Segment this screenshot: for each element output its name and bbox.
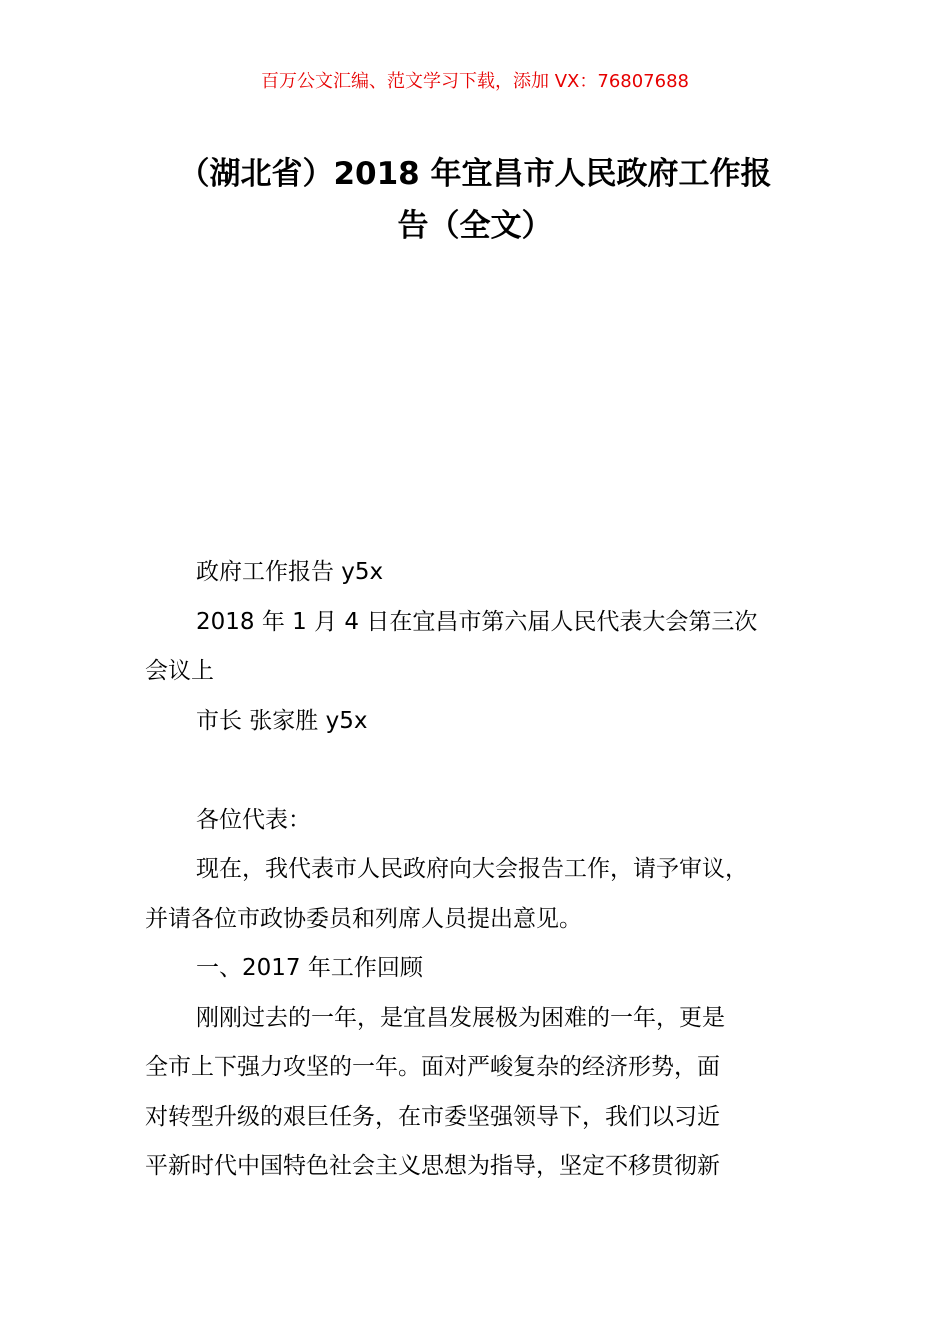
report-name: 政府工作报告 y5x	[196, 559, 384, 585]
intro-line-1: 现在，我代表市人民政府向大会报告工作，请予审议，	[196, 856, 748, 882]
salutation: 各位代表：	[196, 806, 311, 833]
intro-line-2: 并请各位市政协委员和列席人员提出意见。	[145, 905, 582, 932]
paragraph-1-line-3: 对转型升级的艰巨任务，在市委坚强领导下，我们以习近	[145, 1103, 720, 1130]
paragraph-1-line-1: 刚刚过去的一年，是宜昌发展极为困难的一年，更是	[196, 1004, 725, 1031]
speaker-line: 市长 张家胜 y5x	[196, 707, 368, 734]
paragraph-1-line-2: 全市上下强力攻坚的一年。面对严峻复杂的经济形势，面	[145, 1054, 720, 1080]
paragraph-1-line-4: 平新时代中国特色社会主义思想为指导，坚定不移贯彻新	[145, 1153, 720, 1179]
document-title	[100, 148, 850, 252]
section-heading-1: 一、2017 年工作回顾	[196, 955, 423, 981]
meeting-info-line-2: 会议上	[145, 658, 214, 684]
spacer	[145, 746, 835, 796]
title-line-1: （湖北省）2018 年宜昌市人民政府工作报	[178, 156, 772, 192]
meeting-info-line-1: 2018 年 1 月 4 日在宜昌市第六届人民代表大会第三次	[196, 608, 758, 635]
document-body	[145, 548, 835, 1192]
header-watermark-note: 百万公文汇编、范文学习下载，添加 VX：76807688	[261, 71, 689, 92]
title-line-2: 告（全文）	[397, 208, 553, 244]
